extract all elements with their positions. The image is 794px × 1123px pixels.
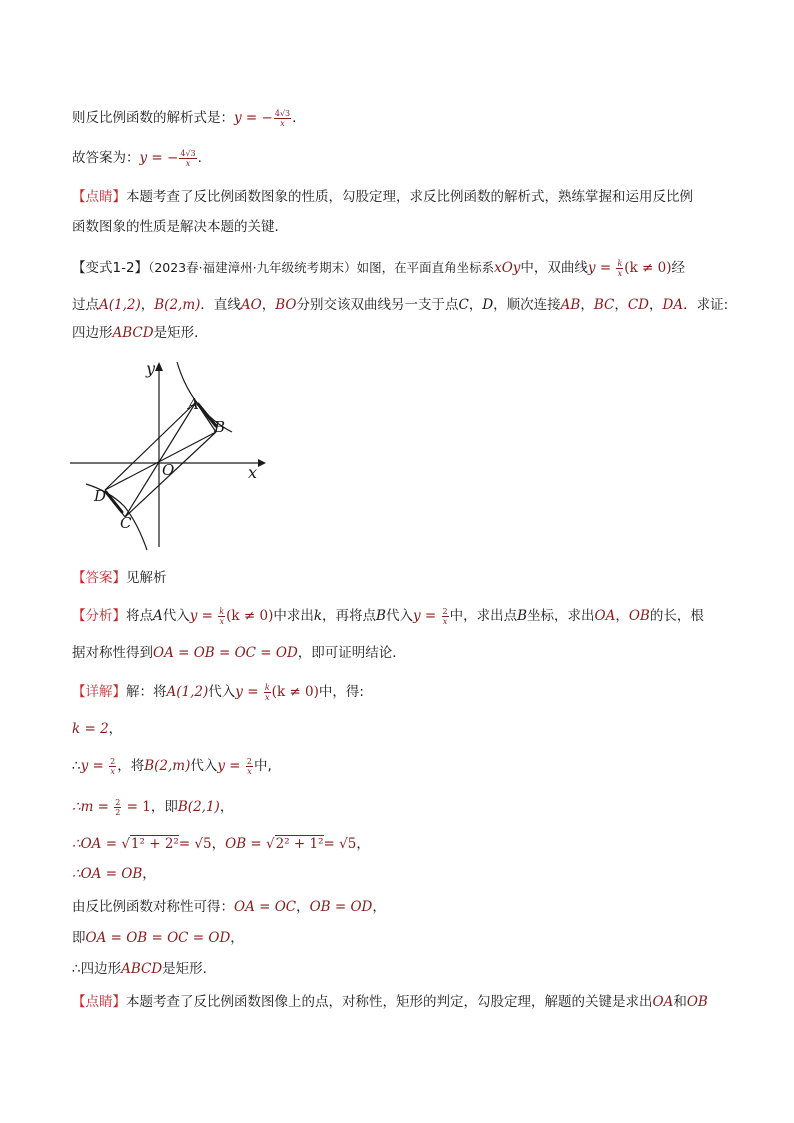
fraction — [218, 607, 225, 626]
segment-bd — [105, 432, 216, 490]
t: ， — [615, 608, 629, 624]
t: 中, — [254, 758, 272, 774]
math-point-b: B(2,m) — [154, 297, 201, 313]
math-eq: = — [225, 758, 245, 774]
variant-line-2 — [72, 295, 728, 315]
numerator: k — [617, 258, 623, 268]
detail-tag: 【详解】 — [72, 684, 126, 700]
math-ob: OB — [686, 994, 708, 1010]
detail-line-2 — [72, 719, 122, 739]
t: 解：将 — [126, 684, 167, 700]
sentence: 故答案为： — [72, 150, 140, 166]
text-line — [72, 108, 296, 128]
math-y: y — [80, 758, 89, 774]
math-eq: = — [595, 260, 616, 276]
denominator: x — [274, 118, 291, 128]
t: 中求出 — [273, 608, 314, 624]
math-a: A — [153, 608, 163, 624]
t: 即 — [72, 930, 86, 946]
segment-ac — [125, 402, 196, 517]
t: ， — [219, 799, 234, 815]
math-oa-oc: OA = OC — [234, 899, 297, 915]
variant-text: ．直线 — [200, 297, 241, 313]
math-point-a: A(1,2) — [166, 684, 209, 700]
math-ob: OB — [628, 608, 650, 624]
variant-line-3 — [72, 323, 208, 343]
numerator: 2 — [115, 797, 121, 807]
analysis-line-1 — [72, 606, 704, 626]
answer-line — [72, 568, 167, 588]
math-k-eq: k = 2 — [72, 721, 109, 737]
math-val: = 1 — [122, 799, 151, 815]
label-c: C — [120, 514, 132, 532]
math-m: ∴m = — [72, 799, 114, 815]
fraction — [109, 757, 116, 776]
math-y: y — [587, 260, 596, 276]
numerator: 4√3 — [274, 108, 291, 118]
math-cond: (k ≠ 0) — [624, 260, 672, 276]
variant-text: 四边形 — [72, 325, 113, 341]
period: . — [292, 110, 297, 126]
numerator: 2 — [110, 756, 116, 766]
math-abcd: ABCD — [112, 325, 154, 341]
detail-line-1 — [72, 682, 364, 702]
numerator: k — [264, 682, 270, 692]
t: ， — [230, 930, 244, 946]
comma: ， — [580, 297, 594, 313]
math-y: y — [412, 608, 421, 624]
comma: ， — [614, 297, 628, 313]
denominator: x — [179, 158, 196, 168]
detail-line-8 — [72, 928, 244, 948]
math-y: y — [189, 608, 198, 624]
math-bc: BC — [593, 297, 615, 313]
comma: ， — [649, 297, 663, 313]
t: 和 — [673, 994, 687, 1010]
math-point-a: A(1,2) — [99, 297, 141, 313]
tip-text: 本题考查了反比例函数图象的性质，勾股定理，求反比例函数的解析式，熟练掌握和运用反比例 — [126, 189, 693, 205]
math-eq: = − — [241, 110, 273, 126]
variant-text: 分别交该双曲线另一支于点 — [296, 297, 459, 313]
fraction — [179, 149, 196, 168]
denominator: x — [442, 616, 448, 626]
detail-line-4 — [72, 797, 233, 817]
t: ，将 — [117, 758, 145, 774]
x-axis-arrow — [258, 459, 266, 467]
math-eq: = — [88, 758, 109, 774]
denominator: x — [219, 616, 224, 626]
label-a: A — [188, 395, 199, 413]
tip-line-2 — [72, 217, 288, 237]
math-ao: AO — [240, 297, 262, 313]
detail-line-6 — [72, 864, 156, 884]
detail-line-3 — [72, 756, 272, 776]
math-sqrt: √2² + 1² — [266, 836, 324, 852]
hyperbola-figure — [60, 352, 280, 557]
numerator: 2 — [246, 756, 253, 766]
math-xoy: xOy — [494, 260, 521, 276]
math-b: B — [376, 608, 386, 624]
denominator: 2 — [115, 807, 121, 817]
variant-tag: 【变式1-2】 — [72, 260, 149, 276]
math-y: y — [217, 758, 226, 774]
denominator: x — [110, 766, 115, 776]
denominator: x — [264, 692, 270, 702]
math-val: = √5 — [178, 836, 212, 852]
math-eq-oaob: ∴OA = OB — [72, 866, 143, 882]
detail-line-9 — [72, 959, 216, 979]
math-oa: OA — [594, 608, 616, 624]
math-cond: (k ≠ 0) — [226, 608, 274, 624]
variant-text: ，顺次连接 — [493, 297, 561, 313]
math-oa: OA — [652, 994, 674, 1010]
variant-text: ．求证: — [683, 297, 729, 313]
math-eq: = − — [147, 150, 179, 166]
t: ， — [356, 836, 370, 852]
sentence: 则反比例函数的解析式是： — [72, 110, 234, 126]
fraction — [114, 798, 121, 817]
math-bo: BO — [275, 297, 297, 313]
label-d: D — [94, 487, 107, 505]
t: 坐标，求出 — [527, 608, 595, 624]
t: ， — [142, 866, 156, 882]
denominator: x — [617, 268, 623, 278]
label-b: B — [214, 418, 226, 436]
label-y: y — [146, 359, 156, 378]
t: ， — [372, 899, 386, 915]
comma: ， — [468, 297, 483, 313]
t: ， — [296, 899, 310, 915]
math-cond: (k ≠ 0) — [271, 684, 319, 700]
math-da: DA — [662, 297, 684, 313]
math-oa: ∴OA = — [72, 836, 122, 852]
answer-text: 见解析 — [126, 570, 167, 586]
variant-text: 中，双曲线 — [520, 260, 588, 276]
detail-line-5 — [72, 834, 370, 854]
tip-tag: 【点睛】 — [72, 189, 126, 205]
analysis-line-2 — [72, 643, 406, 663]
math-y: y — [235, 684, 243, 700]
period: . — [197, 150, 202, 166]
fraction — [442, 607, 449, 626]
label-x: x — [248, 463, 258, 482]
t: ∴ — [72, 758, 81, 774]
fraction — [264, 683, 271, 702]
t: ，即 — [150, 799, 178, 815]
math-abcd: ABCD — [121, 961, 163, 977]
math-ob: OB = — [225, 836, 267, 852]
fraction — [274, 109, 291, 128]
variant-source: （2023春·福建漳州·九年级统考期末）如图，在平面直角坐标系 — [148, 260, 495, 275]
fraction — [616, 259, 623, 278]
math-point-b: B(2,1) — [177, 799, 220, 815]
math-point-b: B(2,m) — [144, 758, 191, 774]
math-y: y — [234, 110, 242, 126]
math-c: C — [458, 297, 469, 313]
math-eq-chain: OA = OB = OC = OD — [85, 930, 231, 946]
math-cd: CD — [627, 297, 649, 313]
t: 据对称性得到 — [72, 645, 153, 661]
t: ， — [211, 836, 226, 852]
text-line — [72, 148, 202, 168]
tip-text: 函数图象的性质是解决本题的关键． — [72, 219, 288, 235]
math-val: = √5 — [323, 836, 357, 852]
t: 中，求出点 — [449, 608, 518, 624]
analysis-tag: 【分析】 — [72, 608, 126, 624]
t: 中，得: — [318, 684, 364, 700]
math-eq: = — [420, 608, 441, 624]
comma: ， — [140, 297, 155, 313]
y-axis-arrow — [155, 362, 163, 371]
t: 是矩形． — [162, 961, 217, 977]
numerator: 4√3 — [180, 148, 196, 158]
comma: ， — [261, 297, 276, 313]
variant-text: 是矩形． — [153, 325, 208, 341]
math-eq-chain: OA = OB = OC = OD — [153, 645, 298, 661]
denominator: x — [247, 766, 252, 776]
math-d: D — [482, 297, 494, 313]
t: ，即可证明结论． — [297, 645, 406, 661]
label-o: O — [162, 461, 175, 479]
t: 的长，根 — [649, 608, 704, 624]
math-k: k — [313, 608, 323, 624]
t: ∴四边形 — [72, 961, 122, 977]
math-eq: = — [197, 608, 218, 624]
t: ，再将点 — [322, 608, 377, 624]
variant-text: 过点 — [72, 297, 99, 313]
math-ob-od: OB = OD — [309, 899, 373, 915]
numerator: 2 — [442, 606, 448, 616]
math-eq: = — [242, 684, 263, 700]
tip-line-1 — [72, 187, 693, 207]
math-y: y — [139, 150, 148, 166]
t: 代入 — [208, 684, 236, 700]
t: 将点 — [126, 608, 153, 624]
math-sqrt: √1² + 2² — [121, 836, 179, 852]
t: 本题考查了反比例函数图像上的点，对称性，矩形的判定，勾股定理，解题的关键是求出 — [126, 994, 653, 1010]
detail-line-7 — [72, 897, 386, 917]
variant-text: 经 — [671, 260, 685, 276]
numerator: k — [219, 606, 225, 616]
t: 代入 — [162, 608, 190, 624]
variant-line-1 — [72, 258, 685, 278]
final-tip-line — [72, 992, 708, 1012]
t: 代入 — [190, 758, 218, 774]
answer-tag: 【答案】 — [72, 570, 126, 586]
fraction — [246, 757, 253, 776]
tip-tag: 【点睛】 — [72, 994, 126, 1010]
radicand: 1² + 2² — [130, 836, 179, 852]
math-ab: AB — [560, 297, 581, 313]
t: ， — [108, 721, 123, 737]
t: 代入 — [385, 608, 413, 624]
math-b: B — [517, 608, 528, 624]
t: 由反比例函数对称性可得： — [72, 899, 234, 915]
radicand: 2² + 1² — [275, 836, 324, 852]
